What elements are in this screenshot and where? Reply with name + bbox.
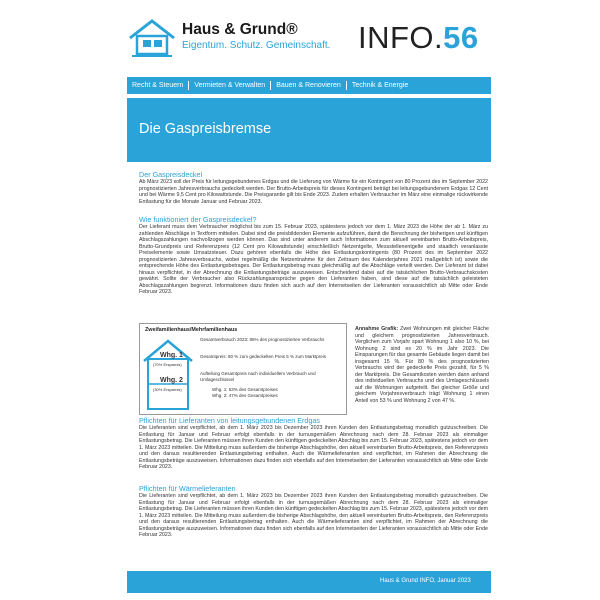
infobox-title: Zweifamilienhaus/Mehrfamilienhaus xyxy=(145,327,238,333)
unit1-note: (70% Ersparnis) xyxy=(153,362,182,367)
infobox-split: Whg. 1: 53% des Gesamtpreises Whg. 2: 47% des Gesamtpreises xyxy=(212,387,278,398)
section-text: Die Lieferanten sind verpflichtet, ab dem 1. März 2023 bis Dezember 2023 ihren Kunden den Entlastungsbetrag monatlich gutzuschreiben. Die Entlastung für Januar und Februar erfolgt ebenfalls in der turnusgemäßen Abrechnung nach dem 28. Februar 2023 als einmaliger Entlastungsbetrag. Die Lieferanten müssen ihren Kunden den künftigen gedeckelten Abschlag bis zum 15. Februar 2023, spätestens jedoch vor dem 1. März 2023 mitteilen. Die Mitteilung muss außerdem die bisherige Abschlagshöhe, den aktuell vereinbarten Brutto-Arbeitspreis, den Referenzpreis und den daraus resultierenden Entlastungsbetrag enthalten. Auch die Wärmelieferanten sind verpflichtet, im Rahmen der Abrechnung die Entlastungsbeträge auszuweisen. Informationen dazu finden sich ebenfalls auf den Internetseiten der Lieferanten voraussichtlich ab Mitte oder Ende Februar 2023. xyxy=(139,425,488,470)
infobox-bullet: Aufteilung Gesamtpreis nach individuellem Verbrauch und Umlageschlüssel xyxy=(200,371,316,382)
brand-tagline: Eigentum. Schutz. Gemeinschaft. xyxy=(182,40,331,51)
section-heading: Der Gaspreisdeckel xyxy=(139,170,203,179)
nav-item-recht[interactable]: Recht & Steuern xyxy=(127,81,189,90)
assumption-title: Annahme Grafik: xyxy=(355,326,399,332)
infobox-bullet: Gesamtverbrauch 2023: 85% des prognostizierten Verbrauchs xyxy=(200,337,325,342)
nav-item-bauen[interactable]: Bauen & Renovieren xyxy=(271,81,347,90)
nav-item-technik[interactable]: Technik & Energie xyxy=(351,82,409,89)
brand-name: Haus & Grund® xyxy=(182,21,298,38)
section-heading: Wie funktioniert der Gaspreisdeckel? xyxy=(139,215,257,224)
infobox-bullet: Gesamtpreis: 80 % zum gedeckelten Preis 5 % zum Marktpreis xyxy=(200,354,327,359)
assumption-note xyxy=(355,326,489,404)
house-logo-icon xyxy=(128,18,176,58)
section-text: Ab März 2023 soll der Preis für leitungsgebundenes Erdgas und die Lieferung von Wärme für ein Kontingent von 80 Prozent des im September 2022 prognostizierten Jahresverbrauchs gedeckelt werden. Der Brutto-Arbeitspreis für dieses Kontingent beträgt bei leitungsgebundenem Erdgas 12 Cent und bei Wärme 9,5 Cent pro Kilowattstunde. Die Preisgarantie gilt bis Ende 2023. Zudem erhalten Verbraucher im März eine einmalige rückwirkende Entlastung für die Monate Januar und Februar 2023. xyxy=(139,179,488,205)
house-diagram-icon xyxy=(142,337,194,411)
section-heading: Pflichten für Wärmelieferanten xyxy=(139,484,236,493)
category-bar xyxy=(127,77,491,94)
info-word: INFO. xyxy=(358,20,444,55)
page-title: Die Gaspreisbremse xyxy=(139,121,272,137)
section-text: Die Lieferanten sind verpflichtet, ab dem 1. März 2023 bis Dezember 2023 ihren Kunden den Entlastungsbetrag monatlich gutzuschreiben. Die Entlastung für Januar und Februar erfolgt ebenfalls in der turnusgemäßen Abrechnung nach dem 28. Februar 2023 als einmaliger Entlastungsbetrag. Die Lieferanten müssen ihren Kunden den künftigen gedeckelten Abschlag bis zum 15. Februar 2023, spätestens jedoch vor dem 1. März 2023 mitteilen. Die Mitteilung muss außerdem die bisherige Abschlagshöhe, den aktuell vereinbarten Brutto-Arbeitspreis, den Referenzpreis und den daraus resultierenden Entlastungsbetrag enthalten. Auch die Wärmelieferanten sind verpflichtet, im Rahmen der Abrechnung die Entlastungsbeträge auszuweisen. Informationen dazu finden sich ebenfalls auf den Internetseiten der Lieferanten voraussichtlich ab Mitte oder Ende Februar 2023. xyxy=(139,493,488,538)
issue-label xyxy=(358,20,479,56)
unit1-name: Whg. 1 xyxy=(160,352,183,359)
section-heading: Pflichten für Lieferanten von leitungsgebundenen Erdgas xyxy=(139,416,321,425)
unit2-name: Whg. 2 xyxy=(160,377,183,384)
issue-number: 56 xyxy=(443,20,479,55)
footer-text: Haus & Grund INFO, Januar 2023 xyxy=(380,578,471,584)
assumption-text: Zwei Wohnungen mit gleicher Fläche und gleichem prognostizierten Jahresverbrauch. Verglichen zum Vorjahr spart Wohnung 1 also 10 %, bei Wohnung 2 sind es 20 % im Jahr 2023. Die Einsparungen für das gesamte Gebäude liegen damit bei insgesamt 15 %. Für 80 % des prognostizierten Verbrauchs wird der gedeckelte Preis gezahlt, für 5 % der Marktpreis. Die Gesamtkosten werden dann anhand des individuellen Verbrauchs und des Umlageschlüssels auf die Wohnungen aufgeteilt. Bei gleicher Größe und gleichem Vorjahresverbrauch trägt Wohnung 1 einen Anteil von 53 % und Wohnung 2 von 47 %. xyxy=(355,326,489,404)
section-text: Der Lieferant muss dem Verbraucher möglichst bis zum 15. Februar 2023, spätestens jedoch vor dem 1. März 2023 die Höhe der ab 1. März zu zahlenden Abschläge in Textform mitteilen. Dabei sind die preisbildenden Elemente aufzuführen, damit die Berechnung der bisherigen und künftigen Abschlagszahlungen nachvollzogen werden können. Das sind unter anderem auch Informationen zum aktuell vereinbarten Brutto-Arbeitspreis, Brutto-Grundpreis und Referenzpreis (12 Cent pro Kilowattstunde) einschließlich Netzentgelte, Messstellenentgelte und staatlich veranlasste Preiselemente sowie Umsatzsteuer. Dazu gehören ebenfalls die Höhe des Entlastungskontingents (80 Prozent des im September 2022 prognostizierten Jahresverbrauchs, wobei regelmäßig die Netzentnahme für den Zeitraum des Kalenderjahres 2021 maßgeblich ist) sowie die entsprechende Höhe des Entlastungsbetrages. Der Entlastungsbetrag muss gleichmäßig auf die Abschläge verteilt werden. Der Lieferant ist dabei hinaus verpflichtet, in der Abrechnung die Entlastungsbeträge auszuweisen. Entscheidend dabei auf die tatsächlichen Brutto-Verbrauchskosten gewährt. Sollte der Verbraucher also Rückzahlungsansprüche gegen den Lieferanten haben, sind diese auf die tatsächlich geleisteten Abschlagszahlungen begrenzt. Informationen dazu finden sich auch auf den Internetseiten der Lieferanten voraussichtlich ab Mitte oder Ende Februar 2023. xyxy=(139,224,488,295)
nav-item-vermieten[interactable]: Vermieten & Verwalten xyxy=(189,81,271,90)
unit2-note: (30% Ersparnis) xyxy=(153,387,182,392)
